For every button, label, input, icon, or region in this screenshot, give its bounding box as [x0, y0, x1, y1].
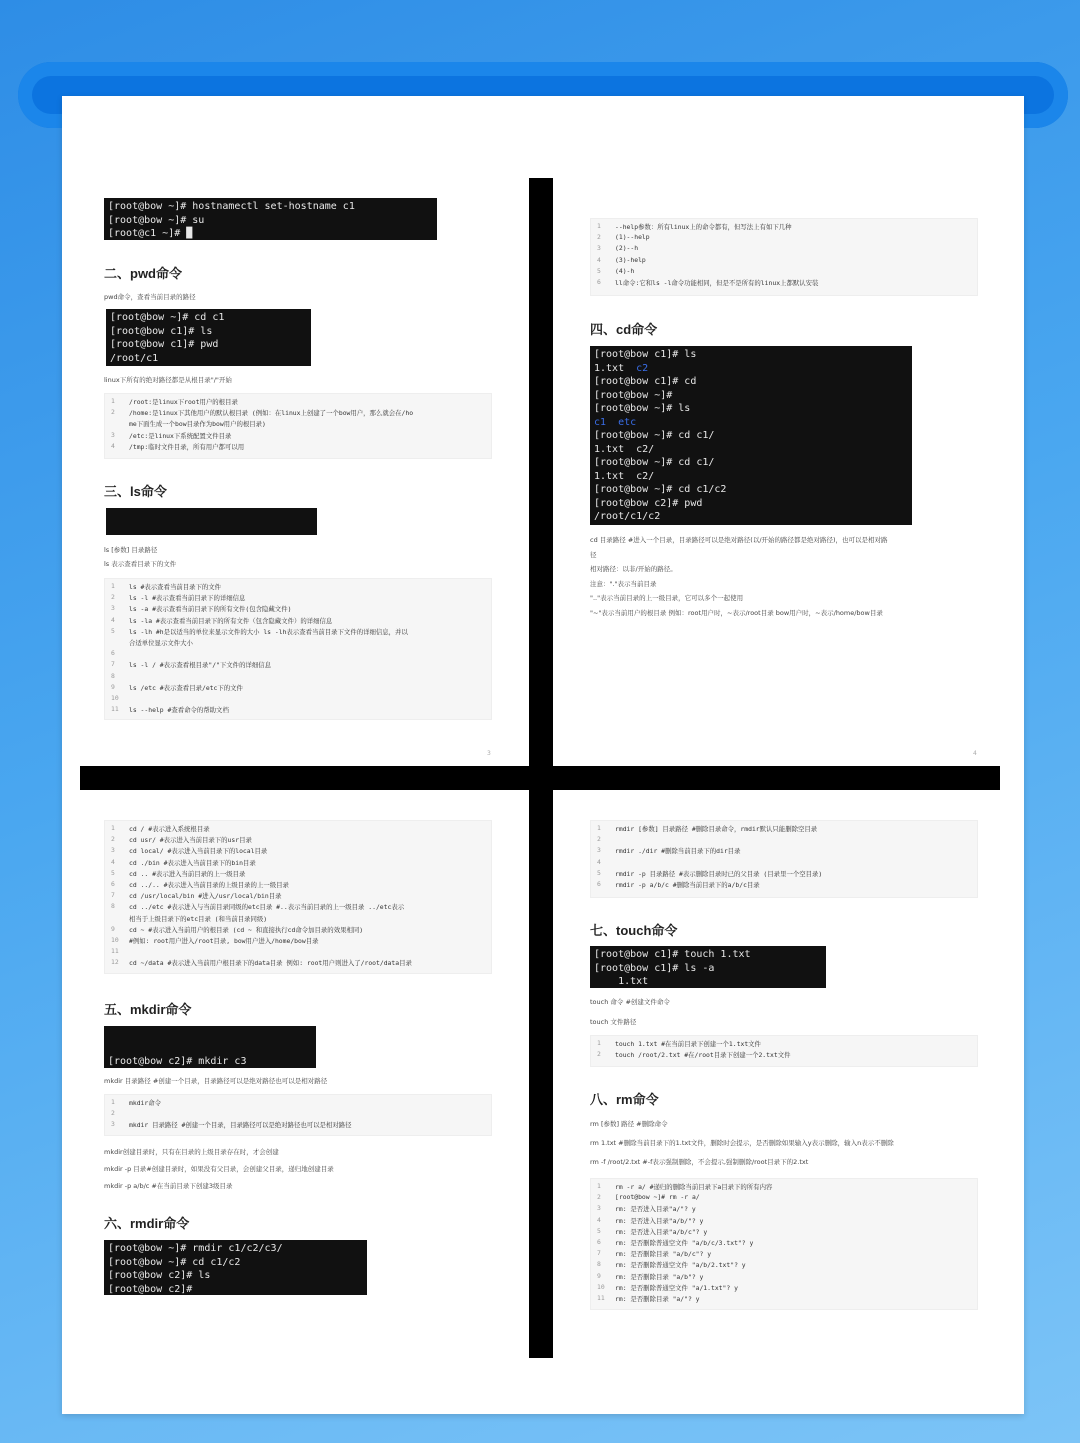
- code-line: [111, 891, 485, 902]
- code-text: rm: 是否删除目录 "a/b"? y: [615, 1272, 704, 1281]
- terminal-text: [root@bow ~]# cd c1/: [594, 457, 715, 468]
- heading-ls: 三、ls命令: [104, 484, 167, 499]
- terminal-text: /root/c1/c2: [594, 511, 661, 522]
- line-number: 7: [111, 660, 115, 669]
- line-number: 2: [597, 1193, 601, 1202]
- note-line: "~"表示当前用户的根目录 例如：root用户时，~表示/root目录 bow用户时，~表示/home/bow目录: [590, 608, 883, 617]
- note-line: mkdir -p a/b/c #在当前目录下创建3级目录: [104, 1182, 233, 1190]
- note-line: 相对路径：以非/开始的路径。: [590, 565, 677, 573]
- code-line: [111, 1098, 485, 1109]
- line-number: 9: [111, 682, 115, 691]
- line-number: 3: [111, 430, 115, 439]
- line-number: 2: [111, 835, 115, 844]
- code-line: [111, 604, 485, 615]
- terminal-line: [root@c1 ~]# █: [108, 228, 193, 239]
- line-number: 4: [111, 857, 115, 866]
- line-number: 4: [597, 1215, 601, 1224]
- code-text: ls -lh #h是以适当的单位来显示文件的大小 ls -lh表示查看当前目录下文件的详细信息，并以: [129, 627, 408, 636]
- terminal-line: [root@bow c1]# ls -a: [594, 962, 715, 974]
- terminal-text: [root@bow ~]# ls: [594, 403, 691, 414]
- line-number: 9: [597, 1271, 601, 1280]
- code-line: [111, 616, 485, 627]
- line-number: 3: [597, 1204, 601, 1213]
- code-line: [111, 419, 485, 430]
- code-text: rm: 是否删除普通空文件 "a/b/2.txt"? y: [615, 1261, 746, 1270]
- code-line: [597, 846, 971, 857]
- code-text: rm: 是否删除普通空文件 "a/b/c/3.txt"? y: [615, 1238, 754, 1247]
- code-block-rm: [590, 1178, 978, 1310]
- line-number: 11: [597, 1293, 605, 1302]
- line-number: 5: [597, 266, 601, 275]
- code-line: [597, 858, 971, 869]
- code-line: [597, 1249, 971, 1260]
- dir-entry: c1 etc: [594, 416, 637, 428]
- line-number: 3: [111, 1120, 115, 1129]
- line-number: 6: [597, 1237, 601, 1246]
- line-number: 10: [111, 693, 119, 702]
- code-line: [111, 869, 485, 880]
- code-text: cd ../.. #表示进入当前目录的上级目录的上一级目录: [129, 880, 289, 889]
- terminal-text: 1.txt c2/: [594, 470, 655, 482]
- code-line: [597, 824, 971, 835]
- code-text: (2)--h: [615, 244, 639, 253]
- terminal-text: [root@bow c1]# ls: [594, 349, 697, 360]
- code-line: [597, 1227, 971, 1238]
- code-line: [111, 593, 485, 604]
- note-line: rm [参数] 路径 #删除命令: [590, 1120, 668, 1128]
- terminal-text: [root@bow ~]# cd c1/c2: [594, 484, 727, 495]
- line-number: 5: [111, 626, 115, 635]
- terminal-line: 1.txt: [594, 976, 649, 987]
- line-number: 8: [597, 1260, 601, 1269]
- code-line: [111, 925, 485, 936]
- line-number: 3: [597, 244, 601, 253]
- line-number: 1: [597, 1182, 601, 1190]
- code-line: [111, 914, 485, 925]
- line-number: 10: [111, 935, 119, 944]
- code-block-cd-examples: [104, 820, 492, 974]
- line-number: 2: [111, 1109, 115, 1118]
- terminal-hostname: [104, 198, 437, 240]
- terminal-line: [root@bow ~]# rmdir c1/c2/c3/: [108, 1243, 283, 1254]
- terminal-mkdir: [104, 1026, 316, 1068]
- code-text: #例如: root用户进入/root目录, bow用户进入/home/bow目录: [129, 936, 319, 945]
- ls-syntax: ls [参数] 目录路径: [104, 546, 158, 554]
- code-text: rmdir -p a/b/c #删除当前目录下的a/b/c目录: [615, 880, 760, 889]
- code-line: [597, 1260, 971, 1271]
- code-text: /tmp:临时文件目录，所有用户都可以用: [129, 442, 245, 451]
- heading-rm: 八、rm命令: [590, 1092, 659, 1107]
- line-number: 1: [111, 397, 115, 405]
- terminal-line: [594, 497, 908, 511]
- code-line: [111, 846, 485, 857]
- note-line: rm 1.txt #删除当前目录下的1.txt文件，删除时会提示，是否删除如果输入y表示删除，输入n表示不删除: [590, 1139, 894, 1147]
- pwd-description: pwd命令，查看当前目录的路径: [104, 293, 196, 301]
- note-line: cd 目录路径 #进入一个目录，目录路径可以是绝对路径(以/开始的路径都是绝对路径)，也可以是相对路: [590, 536, 888, 544]
- line-number: 3: [597, 846, 601, 855]
- code-line: [111, 638, 485, 649]
- code-text: cd .. #表示进入当前目录的上一级目录: [129, 869, 246, 878]
- code-line: [597, 1050, 971, 1061]
- code-text: 相当于上级目录下的etc目录 (和当前目录同级): [129, 914, 268, 923]
- terminal-line: [594, 402, 908, 416]
- line-number: 1: [111, 1098, 115, 1106]
- code-text: me下面生成一个bow目录作为bow用户的根目录): [129, 420, 266, 429]
- code-text: rm: 是否进入目录"a/b/"? y: [615, 1216, 704, 1225]
- code-text: touch 1.txt #在当前目录下创建一个1.txt文件: [615, 1040, 761, 1048]
- line-number: 3: [111, 604, 115, 613]
- code-text: mkdir命令: [129, 1099, 162, 1107]
- page-number: 4: [973, 750, 977, 757]
- terminal-line: [root@bow ~]# hostnamectl set-hostname c1: [108, 201, 355, 212]
- code-block-ls: [104, 578, 492, 720]
- terminal-rmdir: [104, 1240, 367, 1295]
- code-line: [111, 958, 485, 969]
- line-number: 1: [597, 1039, 601, 1047]
- code-line: [111, 705, 485, 716]
- code-text: rm: 是否删除目录 "a/"? y: [615, 1294, 700, 1303]
- code-line: [111, 397, 485, 408]
- heading-pwd: 二、pwd命令: [104, 266, 182, 281]
- line-number: 2: [597, 835, 601, 844]
- line-number: 10: [597, 1282, 605, 1291]
- code-line: [111, 902, 485, 913]
- terminal-line: [594, 362, 908, 376]
- code-line: [597, 1204, 971, 1215]
- code-block-help: [590, 218, 978, 296]
- code-text: --help参数：所有linux上的命令都有，但写法上有如下几种: [615, 223, 792, 231]
- code-line: [597, 1294, 971, 1305]
- code-line: [597, 278, 971, 289]
- line-number: 5: [597, 868, 601, 877]
- code-text: ls -l #表示查看当前目录下的详细信息: [129, 594, 246, 603]
- terminal-line: [594, 348, 908, 362]
- pwd-note: linux下所有的绝对路径都是从根目录"/"开始: [104, 376, 232, 384]
- terminal-line: [594, 456, 908, 470]
- line-number: 6: [111, 649, 115, 658]
- line-number: 8: [111, 671, 115, 680]
- note-line: 径: [590, 550, 597, 559]
- code-text: cd local/ #表示进入当前目录下的local目录: [129, 847, 268, 856]
- terminal-line: [594, 429, 908, 443]
- note-line: 注意："."表示当前目录: [590, 579, 657, 588]
- terminal-line: [root@bow ~]# su: [108, 214, 205, 226]
- line-number: 2: [597, 233, 601, 242]
- terminal-line: [root@bow ~]# cd c1: [110, 312, 225, 323]
- line-number: 1: [111, 824, 115, 832]
- terminal-line: [594, 443, 908, 457]
- code-block-rmdir: [590, 820, 978, 898]
- line-number: 1: [597, 222, 601, 230]
- terminal-text: 1.txt c2/: [594, 443, 655, 455]
- terminal-line: [594, 416, 908, 430]
- terminal-ls: [106, 508, 317, 535]
- terminal-text: [root@bow c2]# pwd: [594, 497, 703, 509]
- code-line: [111, 824, 485, 835]
- line-number: 5: [111, 868, 115, 877]
- code-line: [111, 660, 485, 671]
- heading-cd: 四、cd命令: [590, 322, 658, 337]
- heading-touch: 七、touch命令: [590, 923, 678, 938]
- terminal-cd: [590, 346, 912, 525]
- terminal-line: [root@bow c1]# touch 1.txt: [594, 949, 751, 960]
- code-text: cd /usr/local/bin #进入/usr/local/bin目录: [129, 892, 282, 901]
- code-line: [597, 1238, 971, 1249]
- code-text: /root:是linux下root用户的根目录: [129, 398, 238, 406]
- mkdir-description: mkdir 目录路径 #创建一个目录，目录路径可以是绝对路径也可以是相对路径: [104, 1077, 328, 1085]
- note-line: rm -f /root/2.txt #-f表示强制删除，不会提示,强制删除/root目录下的2.txt: [590, 1158, 809, 1166]
- line-number: 4: [111, 615, 115, 624]
- terminal-touch: [590, 946, 826, 988]
- code-text: cd / #表示进入系统根目录: [129, 825, 210, 833]
- terminal-text: [root@bow ~]#: [594, 389, 673, 401]
- line-number: 4: [597, 857, 601, 866]
- code-text: rmdir [参数] 目录路径 #删除目录命令，rmdir默认只能删除空目录: [615, 825, 818, 833]
- line-number: 2: [111, 593, 115, 602]
- code-text: (3)-help: [615, 255, 646, 264]
- line-number: [111, 914, 129, 925]
- code-block-touch: [590, 1035, 978, 1067]
- touch-syntax: touch 文件路径: [590, 1018, 637, 1026]
- code-text: touch /root/2.txt #在/root目录下创建一个2.txt文件: [615, 1051, 791, 1060]
- code-line: [597, 267, 971, 278]
- code-text: ls -a #表示查看当前目录下的所有文件(包含隐藏文件): [129, 605, 292, 614]
- terminal-line: [594, 470, 908, 484]
- line-number: 1: [111, 582, 115, 590]
- code-line: [111, 649, 485, 660]
- line-number: 1: [597, 824, 601, 832]
- code-line: [111, 880, 485, 891]
- line-number: 4: [111, 441, 115, 450]
- code-text: rm: 是否进入目录"a/b/c"? y: [615, 1227, 708, 1236]
- line-number: 12: [111, 958, 119, 967]
- code-text: ls -la #表示查看当前目录下的所有文件（包含隐藏文件）的详细信息: [129, 616, 333, 625]
- terminal-line: [root@bow c2]# ls: [108, 1270, 211, 1281]
- code-line: [111, 442, 485, 453]
- code-text: ls --help #查看命令的帮助文档: [129, 706, 229, 715]
- code-text: rm -r a/ #递归的删除当前目录下a目录下的所有内容: [615, 1183, 773, 1191]
- line-number: 2: [111, 408, 115, 417]
- line-number: [111, 638, 129, 649]
- dir-entry: c2: [636, 362, 649, 374]
- line-number: 11: [111, 947, 119, 956]
- terminal-line: [root@bow ~]# cd c1/c2: [108, 1256, 241, 1268]
- code-line: [597, 1216, 971, 1227]
- terminal-line: [root@bow c1]# pwd: [110, 339, 219, 350]
- code-line: [597, 1039, 971, 1050]
- terminal-line: [root@bow c2]# mkdir c3: [108, 1056, 247, 1067]
- terminal-line: [594, 483, 908, 497]
- code-line: [597, 244, 971, 255]
- line-number: 7: [111, 891, 115, 900]
- code-text: (4)-h: [615, 266, 635, 275]
- code-line: [111, 408, 485, 419]
- code-block-mkdir: [104, 1094, 492, 1136]
- code-text: cd ../etc #表示进入与当前目录同级的etc目录 #..表示当前目录的上一级目录 ../etc表示: [129, 903, 405, 912]
- code-text: ls #表示查看当前目录下的文件: [129, 583, 222, 591]
- code-line: [597, 222, 971, 233]
- code-line: [111, 582, 485, 593]
- code-line: [111, 936, 485, 947]
- line-number: 6: [597, 277, 601, 286]
- code-text: /etc:是linux下系统配置文件目录: [129, 431, 232, 440]
- code-text: ll命令:它和ls -l命令功能相同，但是不是所有的linux上都默认安装: [615, 278, 819, 287]
- line-number: 2: [597, 1050, 601, 1059]
- line-number: 8: [111, 902, 115, 911]
- code-text: rm: 是否删除目录 "a/b/c"? y: [615, 1250, 712, 1259]
- code-text: rm: 是否进入目录"a/"? y: [615, 1205, 696, 1214]
- code-text: (1)--help: [615, 233, 650, 242]
- terminal-line: /root/c1: [110, 352, 159, 364]
- code-line: [597, 1193, 971, 1204]
- code-line: [111, 683, 485, 694]
- terminal-line: [594, 375, 908, 389]
- code-line: [597, 1272, 971, 1283]
- code-text: cd ./bin #表示进入当前目录下的bin目录: [129, 858, 256, 867]
- line-number: 11: [111, 705, 119, 714]
- code-line: [597, 835, 971, 846]
- code-text: cd usr/ #表示进入当前目录下的usr目录: [129, 836, 252, 845]
- code-block-pwd: [104, 393, 492, 459]
- code-line: [111, 672, 485, 683]
- code-text: 合适单位显示文件大小: [129, 638, 193, 647]
- ls-description: ls 表示查看目录下的文件: [104, 560, 177, 568]
- code-text: rm: 是否删除普通空文件 "a/1.txt"? y: [615, 1283, 738, 1292]
- code-line: [111, 1109, 485, 1120]
- note-line: ".."表示当前目录的上一级目录，它可以多个一起使用: [590, 594, 744, 602]
- line-number: 9: [111, 924, 115, 933]
- code-text: mkdir 目录路径 #创建一个目录，目录路径可以是绝对路径也可以是相对路径: [129, 1121, 352, 1130]
- line-number: 6: [597, 879, 601, 888]
- code-line: [597, 1283, 971, 1294]
- code-text: /home:是linux下其他用户的默认根目录 (例如：在linux上创建了一个bow用户，那么就会在/ho: [129, 409, 414, 418]
- line-number: 6: [111, 879, 115, 888]
- code-line: [111, 431, 485, 442]
- terminal-line: [root@bow c1]# ls: [110, 325, 213, 337]
- code-text: [root@bow ~]# rm -r a/: [615, 1193, 700, 1202]
- note-line: mkdir创建目录时，只有在目录的上级目录存在时，才会创建: [104, 1148, 279, 1156]
- terminal-pwd: [106, 309, 311, 366]
- line-number: 4: [597, 255, 601, 264]
- code-line: [111, 627, 485, 638]
- code-line: [597, 233, 971, 244]
- line-number: 3: [111, 846, 115, 855]
- code-line: [111, 1120, 485, 1131]
- touch-description: touch 命令 #创建文件命令: [590, 998, 670, 1006]
- line-number: [111, 419, 129, 430]
- heading-rmdir: 六、rmdir命令: [104, 1216, 190, 1231]
- code-text: rmdir ./dir #删除当前目录下的dir目录: [615, 847, 741, 856]
- terminal-line: [594, 389, 908, 403]
- code-line: [111, 835, 485, 846]
- code-line: [597, 1182, 971, 1193]
- code-text: cd ~/data #表示进入当前用户根目录下的data目录 例如: root用户则进入了/root/data目录: [129, 959, 412, 968]
- code-line: [597, 880, 971, 891]
- code-line: [597, 869, 971, 880]
- terminal-text: 1.txt: [594, 362, 637, 374]
- page-number: 3: [487, 750, 491, 757]
- terminal-text: [root@bow ~]# cd c1/: [594, 430, 715, 441]
- note-line: mkdir -p 目录#创建目录时，如果没有父目录，会创建父目录，递归地创建目录: [104, 1165, 334, 1173]
- terminal-text: [root@bow c1]# cd: [594, 376, 697, 387]
- heading-mkdir: 五、mkdir命令: [104, 1002, 192, 1017]
- horizontal-divider: [80, 766, 1000, 790]
- code-text: ls -l / #表示查看根目录"/"下文件的详细信息: [129, 661, 272, 670]
- line-number: 7: [597, 1249, 601, 1258]
- code-line: [111, 858, 485, 869]
- code-text: cd ~ #表示进入当前用户的根目录 (cd ~ 和直接执行cd命令加目录的效果相同): [129, 925, 364, 934]
- terminal-line: [594, 510, 908, 524]
- code-line: [597, 256, 971, 267]
- code-line: [111, 694, 485, 705]
- terminal-line: [root@bow c2]#: [108, 1283, 193, 1295]
- code-line: [111, 947, 485, 958]
- line-number: 5: [597, 1226, 601, 1235]
- code-text: ls /etc #表示查看目录/etc下的文件: [129, 683, 243, 692]
- code-text: rmdir -p 目录路径 #表示删除目录时已的父目录 (目录里一个空目录): [615, 869, 823, 878]
